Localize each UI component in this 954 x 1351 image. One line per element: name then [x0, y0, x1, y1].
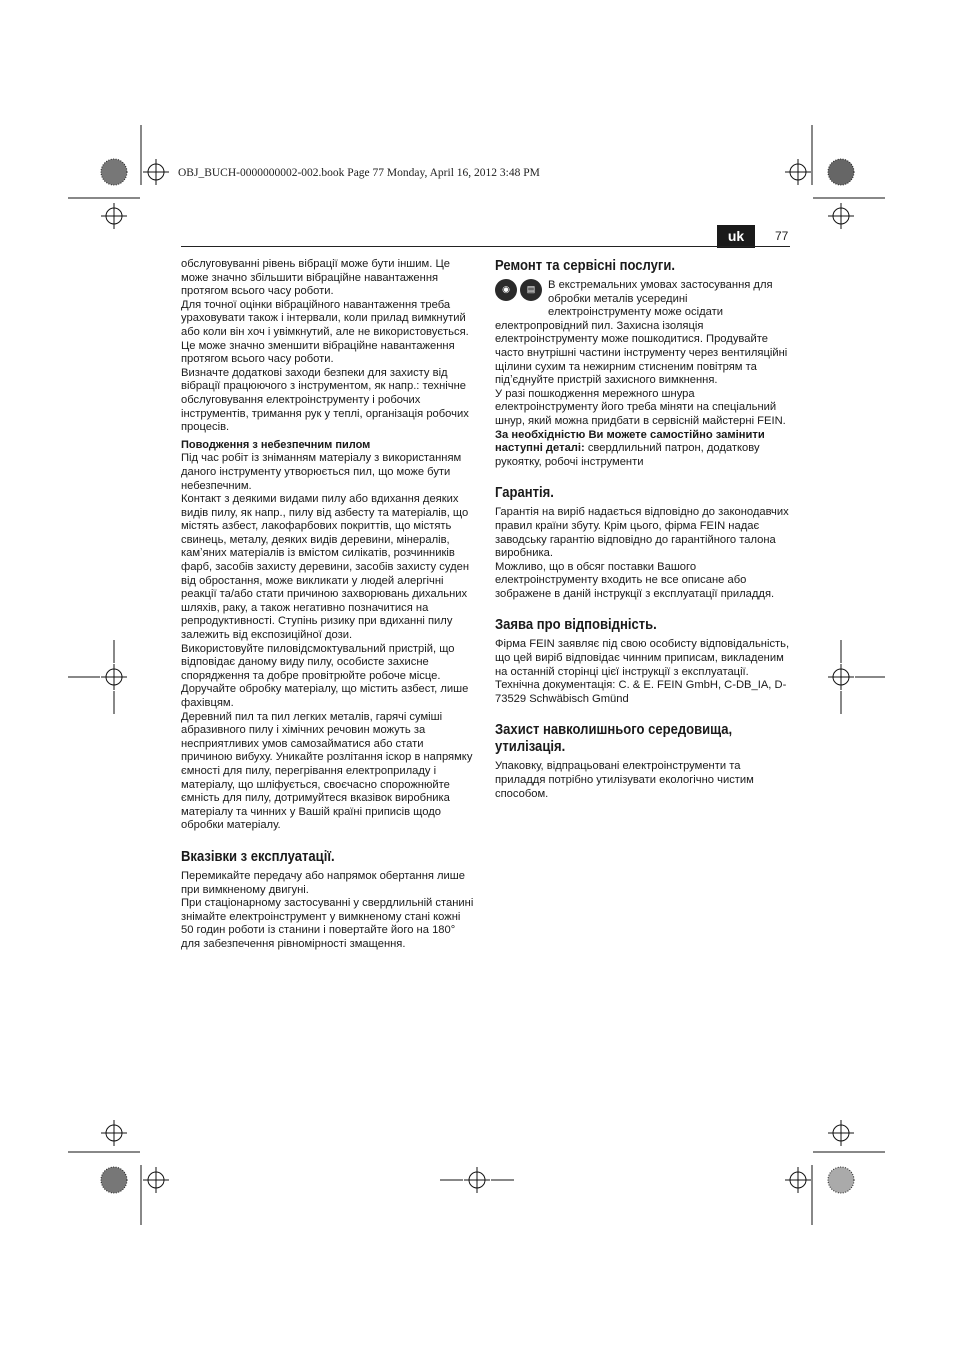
- paragraph: Контакт з деякими видами пилу або вдихання деяких видів пилу, як напр., пилу від азбесту та матеріалів, що містять азбест, лакофарбових покриттів, що містять свинець, металу, деяких видів деревини, мінералів, камʼяних матеріалів із вмістом силікатів, розчинників фарб, засобів захисту деревини, засобів захисту суден від обростання, може викликати у людей алергічні реакції та/або стати причиною захворювань дихальних шляхів, раку, а також негативно позначитися на репродуктивності. Ступінь ризику при вдиханні пилу залежить від експозиційної дози.: [181, 493, 470, 642]
- paragraph: У разі пошкодження мережного шнура електроінструменту його треба міняти на спеціальний шнур, який можна придбати в сервісній майстерні FEIN.: [495, 387, 786, 427]
- conformity-heading: Заява про відповідність.: [495, 617, 657, 634]
- paragraph: Для точної оцінки вібраційного навантаження треба ураховувати також і інтервали, коли прилад вимкнутий або коли він хоч і увімкнутий, але не використовується. Це може значно зменшити вібраційне навантаження протягом всього часу роботи.: [181, 298, 469, 366]
- language-badge: uk: [717, 225, 755, 248]
- color-target-tl: [101, 159, 127, 185]
- paragraph: Використовуйте пиловідсмоктувальний пристрій, що відповідає даному виду пилу, особисте захисне спорядження та добре провітрюйте робоче місце.: [181, 642, 455, 682]
- paragraph: Визначте додаткові заходи безпеки для захисту від вібрації працюючого з інструментом, як напр.: технічне обслуговування електроінструменту і робочих інструментів, тримання рук у теплі, організація робочих процесів.: [181, 366, 469, 434]
- paragraph: Технічна документація: C. & E. FEIN GmbH, C-DB_IA, D-73529 Schwäbisch Gmünd: [495, 679, 787, 705]
- paragraph: [495, 429, 790, 470]
- paragraph: Упаковку, відпрацьовані електроінструменти та приладдя потрібно утилізувати екологічно чистим способом.: [495, 760, 754, 800]
- paragraph: Фірма FEIN заявляє під свою особисту відповідальність, що цей виріб відповідає чинним приписам, викладеним на останній сторінці цієї інструкції з експлуатації.: [495, 638, 790, 678]
- manual-icon: ▤: [520, 279, 542, 301]
- right-column: [495, 258, 790, 801]
- paragraph: Під час робіт із зніманням матеріалу з використанням даного інструменту утворюється пил, що може бути небезпечним.: [181, 452, 462, 492]
- paragraph: Гарантія на виріб надається відповідно до законодавчих правил країни збуту. Крім цього, фірма FEIN надає заводську гарантію відповідно до гарантійного талона виробника.: [495, 506, 789, 560]
- dust-heading: Поводження з небезпечним пилом: [181, 438, 371, 451]
- paragraph: Доручайте обробку матеріалу, що містить азбест, лише фахівцям.: [181, 683, 469, 709]
- paragraph: При стаціонарному застосуванні у свердлильній станині знімайте електроінструмент у вимкненому стані кожні 50 годин роботи із станини і повертайте його на 180° для забезпечення рівномірності змащення.: [181, 897, 474, 950]
- warranty-heading: Гарантія.: [495, 485, 554, 502]
- repair-heading: Ремонт та сервісні послуги.: [495, 258, 676, 274]
- reg-mark-tl: [143, 159, 169, 185]
- environment-heading-line1: Захист навколишнього середовища,: [495, 722, 733, 739]
- environment-heading-line2: утилізація.: [495, 739, 566, 756]
- bold-lead: За необхідністю Ви можете самостійно замінити наступні деталі:: [495, 428, 765, 455]
- operating-instructions-heading: Вказівки з експлуатації.: [181, 848, 335, 865]
- file-slug: OBJ_BUCH-0000000002-002.book Page 77 Monday, April 16, 2012 3:48 PM: [178, 167, 540, 179]
- header-rule: [181, 246, 790, 247]
- paragraph: обслуговуванні рівень вібрації може бути іншим. Це може значно збільшити вібраційне навантаження протягом всього часу роботи.: [181, 258, 450, 298]
- paragraph: Деревний пил та пил легких металів, гарячі суміші абразивного пилу і хімічних речовин можуть за несприятливих умов самозайматися або стати причиною вибуху. Уникайте розлітання іскор в напрямку ємності для пилу, перегрівання електроприладу і матеріалу, що шліфується, своєчасно спорожнюйте ємність для пилу, дотримуйтеся вказівок виробника матеріалу та чинних у Вашій країні приписів щодо обробки матеріалу.: [181, 710, 473, 832]
- left-column: [181, 258, 475, 952]
- paragraph: Можливо, що в обсяг поставки Вашого електроінструменту входить не все описане або зображене в даній інструкції з експлуатації приладдя.: [495, 560, 775, 600]
- paragraph: Перемикайте передачу або напрямок обертання лише при вимкненому двигуні.: [181, 869, 466, 896]
- page-number: 77: [775, 229, 789, 243]
- paragraph-rest: свердлильний патрон, додаткову рукоятку, робочі інструменти: [495, 442, 760, 468]
- goggles-icon: ◉: [495, 279, 517, 301]
- paragraph: В екстремальних умовах застосування для обробки металів усередині електроінструменту може осідати електропровідний пил. Захисна ізоляція електроінструменту може пошкодитися. Продувайте часто внутрішні частини інструменту через вентиляційні щілини сухим та нежирним стисненим повітрям та підʼєднуйте пристрій захисного вимкнення.: [495, 279, 788, 387]
- warning-icons: [495, 279, 548, 307]
